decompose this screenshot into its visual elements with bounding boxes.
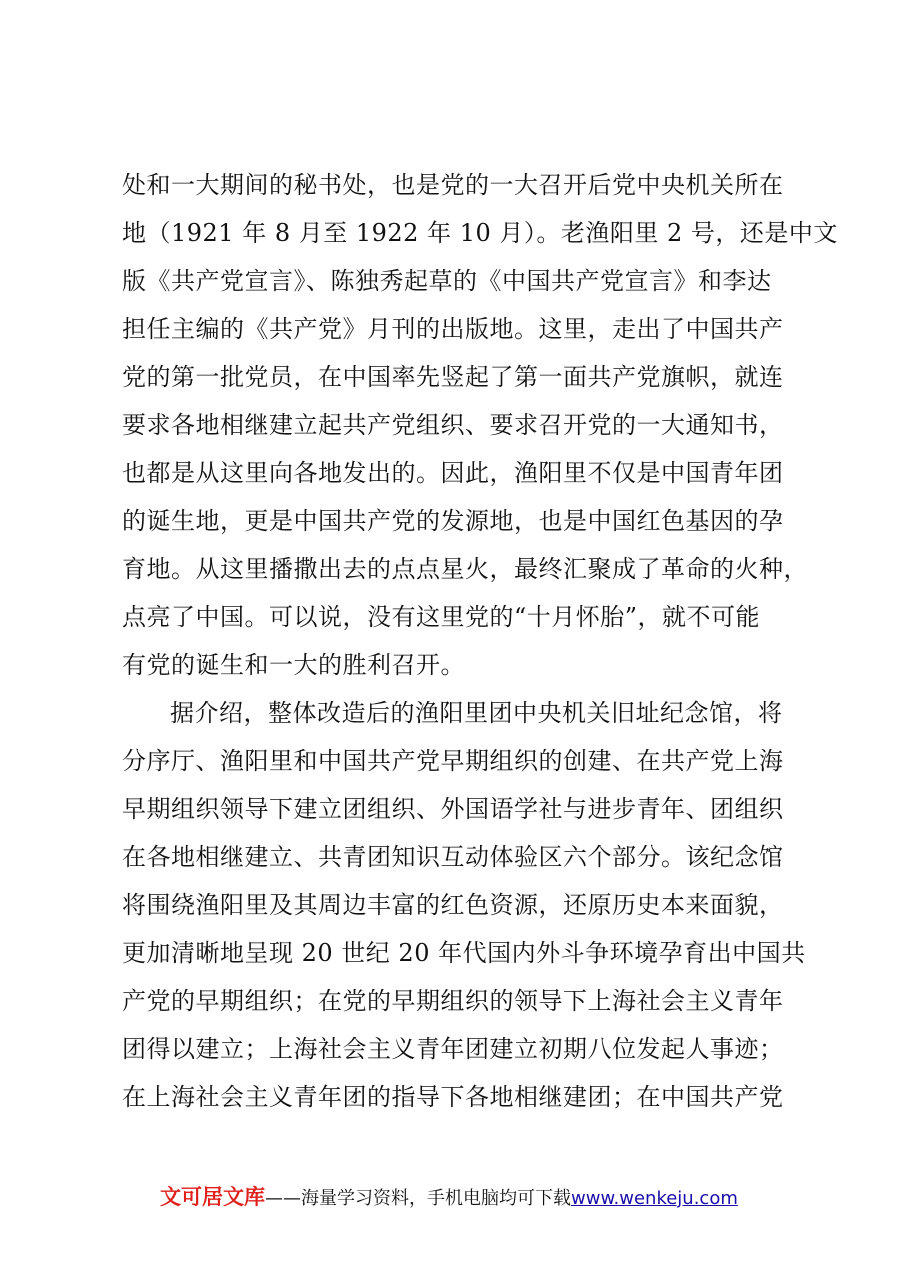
text-line: 处和一大期间的秘书处，也是党的一大召开后党中央机关所在 — [122, 171, 784, 199]
text-line: 地（1921 年 8 月至 1922 年 10 月）。老渔阳里 2 号，还是中文 — [122, 219, 838, 247]
text-line: 的诞生地，更是中国共产党的发源地，也是中国红色基因的孕 — [122, 507, 784, 535]
text-line: 担任主编的《共产党》月刊的出版地。这里，走出了中国共产 — [122, 315, 784, 343]
text-line: 在各地相继建立、共青团知识互动体验区六个部分。该纪念馆 — [122, 843, 784, 871]
text-line: 团得以建立；上海社会主义青年团建立初期八位发起人事迹； — [122, 1035, 784, 1063]
footer-link[interactable]: www.wenkeju.com — [571, 1188, 738, 1209]
text-line: 更加清晰地呈现 20 世纪 20 年代国内外斗争环境孕育出中国共 — [122, 939, 806, 967]
text-line: 将围绕渔阳里及其周边丰富的红色资源，还原历史本来面貌， — [122, 891, 784, 919]
footer-banner — [160, 1182, 738, 1212]
text-line: 也都是从这里向各地发出的。因此，渔阳里不仅是中国青年团 — [122, 459, 784, 487]
text-line: 在上海社会主义青年团的指导下各地相继建团；在中国共产党 — [122, 1083, 784, 1111]
footer-brand: 文可居文库 — [160, 1185, 265, 1209]
text-line: 要求各地相继建立起共产党组织、要求召开党的一大通知书， — [122, 411, 784, 439]
text-line: 产党的早期组织；在党的早期组织的领导下上海社会主义青年 — [122, 987, 784, 1015]
text-line: 分序厅、渔阳里和中国共产党早期组织的创建、在共产党上海 — [122, 747, 784, 775]
footer-tagline: ——海量学习资料，手机电脑均可下载 — [265, 1188, 571, 1209]
text-line: 党的第一批党员，在中国率先竖起了第一面共产党旗帜，就连 — [122, 363, 784, 391]
paragraph-first-line: 据介绍，整体改造后的渔阳里团中央机关旧址纪念馆，将 — [170, 699, 783, 727]
text-line: 早期组织领导下建立团组织、外国语学社与进步青年、团组织 — [122, 795, 784, 823]
text-line: 育地。从这里播撒出去的点点星火，最终汇聚成了革命的火种， — [122, 555, 808, 583]
text-line: 有党的诞生和一大的胜利召开。 — [122, 651, 465, 679]
text-line: 点亮了中国。可以说，没有这里党的“十月怀胎”，就不可能 — [122, 603, 761, 631]
text-line: 版《共产党宣言》、陈独秀起草的《中国共产党宣言》和李达 — [122, 267, 772, 295]
